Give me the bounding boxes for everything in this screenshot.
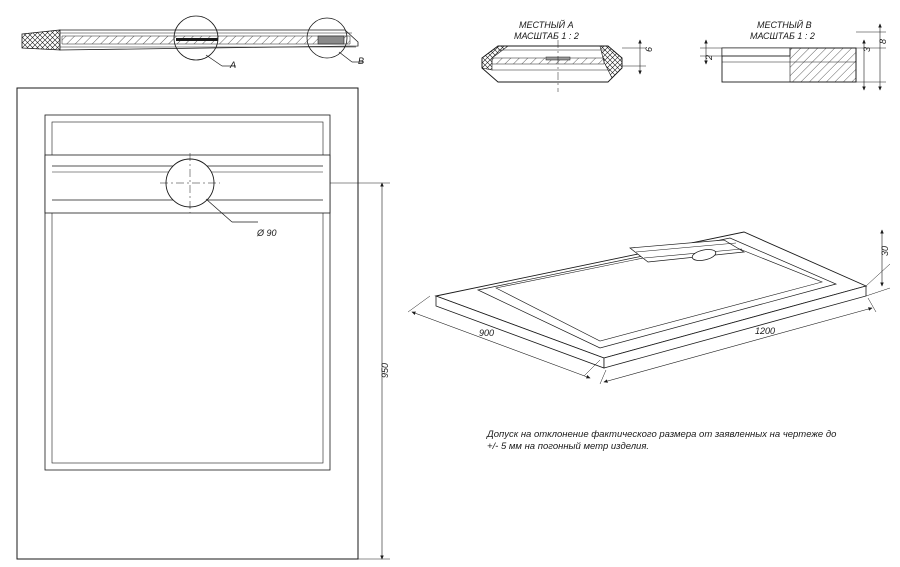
plan-dim-950: 950 — [380, 362, 390, 378]
top-section-view — [22, 16, 364, 66]
iso-dim-900: 900 — [479, 328, 495, 338]
plan-view — [17, 88, 390, 559]
iso-dim-1200: 1200 — [755, 326, 776, 336]
callout-label-a: A — [230, 60, 237, 70]
callout-label-b: B — [358, 56, 365, 66]
iso-dim-30: 30 — [880, 245, 890, 256]
detail-b-title-line2: МАСШТАБ 1 : 2 — [750, 31, 815, 41]
detail-a-title-line2: МАСШТАБ 1 : 2 — [514, 31, 579, 41]
detail-b-dim-3: 3 — [862, 46, 872, 52]
detail-b-dim-8: 8 — [878, 38, 888, 44]
detail-a-title-line1: МЕСТНЫЙ А — [519, 20, 574, 30]
detail-b-dim-2: 2 — [704, 54, 714, 60]
diameter-label: Ø 90 — [257, 228, 277, 238]
tolerance-note: Допуск на отклонение фактического размера от заявленных на чертеже до +/- 5 мм на погонный метр изделия. — [487, 429, 837, 453]
detail-b-title-line1: МЕСТНЫЙ В — [757, 20, 812, 30]
isometric-view — [408, 230, 890, 384]
detail-a-dim-6: 6 — [644, 46, 654, 52]
detail-a-view — [482, 40, 646, 92]
